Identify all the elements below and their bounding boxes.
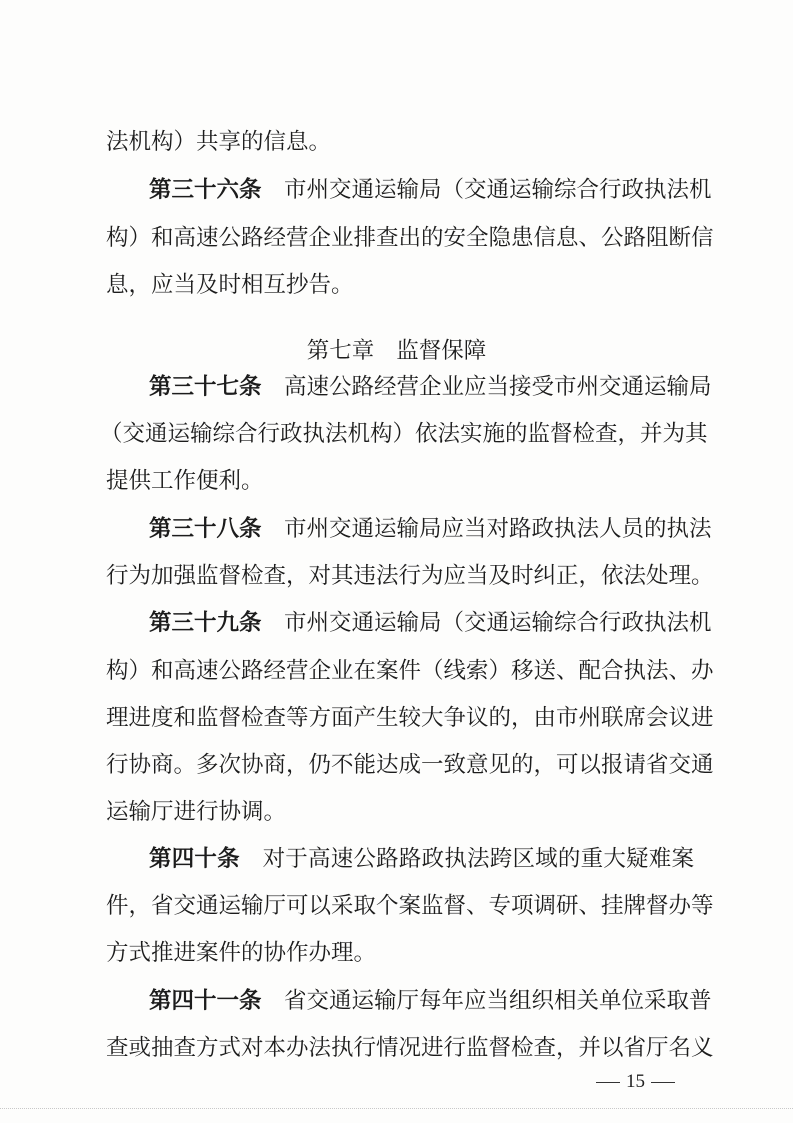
article-heading: 第三十七条 (149, 374, 262, 400)
text-line: 行协商。多次协商，仍不能达成一致意见的，可以报请省交通 (106, 752, 714, 778)
article-heading: 第三十六条 (149, 177, 262, 203)
text-line: 提供工作便利。 (106, 468, 264, 494)
chapter-heading (0, 331, 793, 371)
article-38-first-line: 第三十八条 市州交通运输局应当对路政执法人员的执法 (149, 516, 712, 542)
text-line: 构）和高速公路经营企业排查出的安全隐患信息、公路阻断信 (106, 225, 714, 251)
article-heading: 第四十一条 (149, 988, 262, 1014)
article-heading: 第四十条 (149, 846, 240, 872)
page-number-dash-right (651, 1082, 675, 1083)
text-line: 件，省交通运输厅可以采取个案监督、专项调研、挂牌督办等 (106, 893, 714, 919)
page-number: 15 (590, 1062, 681, 1102)
chapter-number: 第七章 (306, 338, 375, 364)
text-line: 理进度和监督检查等方面产生较大争议的，由市州联席会议进 (106, 705, 714, 731)
page-number-dash-left (596, 1082, 620, 1083)
article-heading: 第三十八条 (149, 516, 262, 542)
article-36-first-line: 第三十六条 市州交通运输局（交通运输综合行政执法机 (149, 177, 712, 203)
text-line: （交通运输综合行政执法机构）依法实施的监督检查，并为其 (100, 421, 708, 447)
text-line: 息，应当及时相互抄告。 (106, 272, 354, 298)
article-40-first-line: 第四十条 对于高速公路路政执法跨区域的重大疑难案 (149, 846, 694, 872)
chapter-title: 监督保障 (396, 338, 487, 364)
article-39-first-line: 第三十九条 市州交通运输局（交通运输综合行政执法机 (149, 610, 712, 636)
article-41-first-line: 第四十一条 省交通运输厅每年应当组织相关单位采取普 (149, 988, 712, 1014)
article-37-first-line: 第三十七条 高速公路经营企业应当接受市州交通运输局 (149, 374, 712, 400)
text-line: 方式推进案件的协作办理。 (106, 940, 377, 966)
scan-edge-divider (0, 1108, 793, 1109)
text-line: 法机构）共享的信息。 (106, 129, 332, 155)
text-line: 构）和高速公路经营企业在案件（线索）移送、配合执法、办 (106, 658, 714, 684)
text-line: 运输厅进行协调。 (106, 799, 287, 825)
text-line: 查或抽查方式对本办法执行情况进行监督检查，并以省厅名义 (106, 1035, 714, 1061)
text-line: 行为加强监督检查，对其违法行为应当及时纠正，依法处理。 (106, 563, 714, 589)
article-heading: 第三十九条 (149, 610, 262, 636)
